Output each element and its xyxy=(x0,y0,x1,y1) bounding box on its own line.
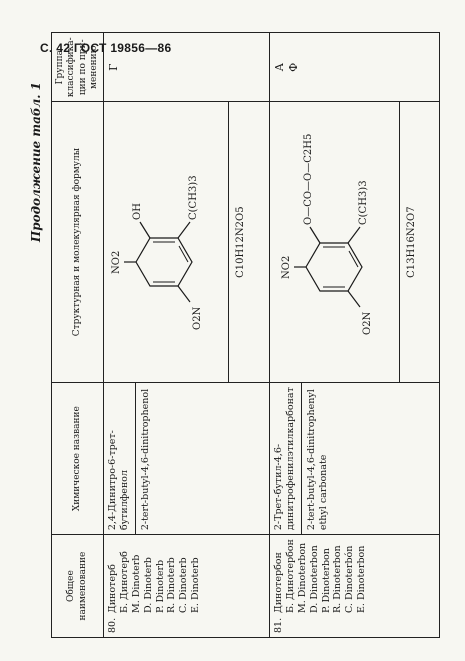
page-header: С. 42 ГОСТ 19856—86 xyxy=(40,41,172,55)
row-number: 81. xyxy=(273,617,284,633)
name-item: E. Dinoterb xyxy=(190,557,202,613)
name-item: E. Dinoterbon xyxy=(356,545,368,613)
structure-cell xyxy=(104,102,270,383)
common-name-cell xyxy=(270,535,440,638)
substance-table xyxy=(51,32,440,638)
chem-name-en: 2-tert-butyl-4,6-dinitrophenol xyxy=(135,383,152,534)
name-item: D. Dinoterb xyxy=(142,557,154,613)
name-item: C. Dinoterbón xyxy=(344,545,356,613)
nitro-group-label: NO2 xyxy=(281,255,292,280)
dinoterbon-structure-drawing xyxy=(270,102,395,382)
molecular-formula: C10H12N2O5 xyxy=(228,102,254,382)
tert-butyl-label: C(CH3)3 xyxy=(188,175,199,221)
name-item: C. Dinoterb xyxy=(178,557,190,613)
name-item: Б. Динотербон xyxy=(284,539,296,613)
chem-name-ru: 2,4-Динитро-6-трет-бутилфенол xyxy=(107,430,130,531)
main-name: Динотербон xyxy=(273,552,284,613)
name-item: М. Dinoterbon xyxy=(296,542,308,613)
nitro-group-label-2: O2N xyxy=(362,311,373,336)
chem-name-ru: 2-Трет-бутил-4,6-динитрофенилэтилкарбонат xyxy=(273,387,296,531)
name-item: М. Dinoterb xyxy=(130,554,142,613)
group-code: А xyxy=(273,63,286,72)
name-item: P. Dinoterb xyxy=(154,559,166,613)
benzene-ring xyxy=(136,238,192,286)
molecular-formula: C13H16N2O7 xyxy=(399,102,425,382)
column-header-chem: Химическое название xyxy=(52,383,104,535)
column-header-group: Группа классифика-ции по при-менению xyxy=(52,33,104,102)
table-header-row xyxy=(52,33,104,638)
name-item: R. Dinoterbon xyxy=(332,545,344,613)
name-item: R. Dinoterb xyxy=(166,557,178,613)
benzene-ring xyxy=(306,243,362,291)
group-code: Г xyxy=(107,63,120,71)
ester-group-label: O—CO—O—C2H5 xyxy=(303,133,314,226)
name-item: D. Dinoterbon xyxy=(308,545,320,613)
structure-cell xyxy=(270,102,440,383)
chem-name-cell xyxy=(270,383,440,535)
tert-butyl-label: C(CH3)3 xyxy=(358,180,369,226)
table-row xyxy=(104,33,270,638)
chem-name-cell xyxy=(104,383,270,535)
row-number: 80. xyxy=(107,617,118,633)
nitro-group-label: NO2 xyxy=(111,250,122,275)
chem-name-en: 2-tert-butyl-4,6-dinitrophenyl ethyl carbonate xyxy=(301,383,330,534)
hydroxyl-label: OH xyxy=(132,203,143,221)
column-header-struct: Структурная и молекулярная формулы xyxy=(52,102,104,383)
dinoterb-structure-drawing xyxy=(104,102,224,382)
main-name: Динотерб xyxy=(107,564,118,613)
group-code: Ф xyxy=(286,62,300,72)
group-cell xyxy=(270,33,440,102)
name-item: P. Dinoterbon xyxy=(320,548,332,613)
common-name-cell xyxy=(104,535,270,638)
name-item: Б. Динотерб xyxy=(118,551,130,613)
continuation-label: Продолжение табл. 1 xyxy=(29,82,43,243)
group-cell xyxy=(104,33,270,102)
column-header-common: Общее наименование xyxy=(52,535,104,638)
table-row xyxy=(270,33,440,638)
nitro-group-label-2: O2N xyxy=(192,306,203,331)
